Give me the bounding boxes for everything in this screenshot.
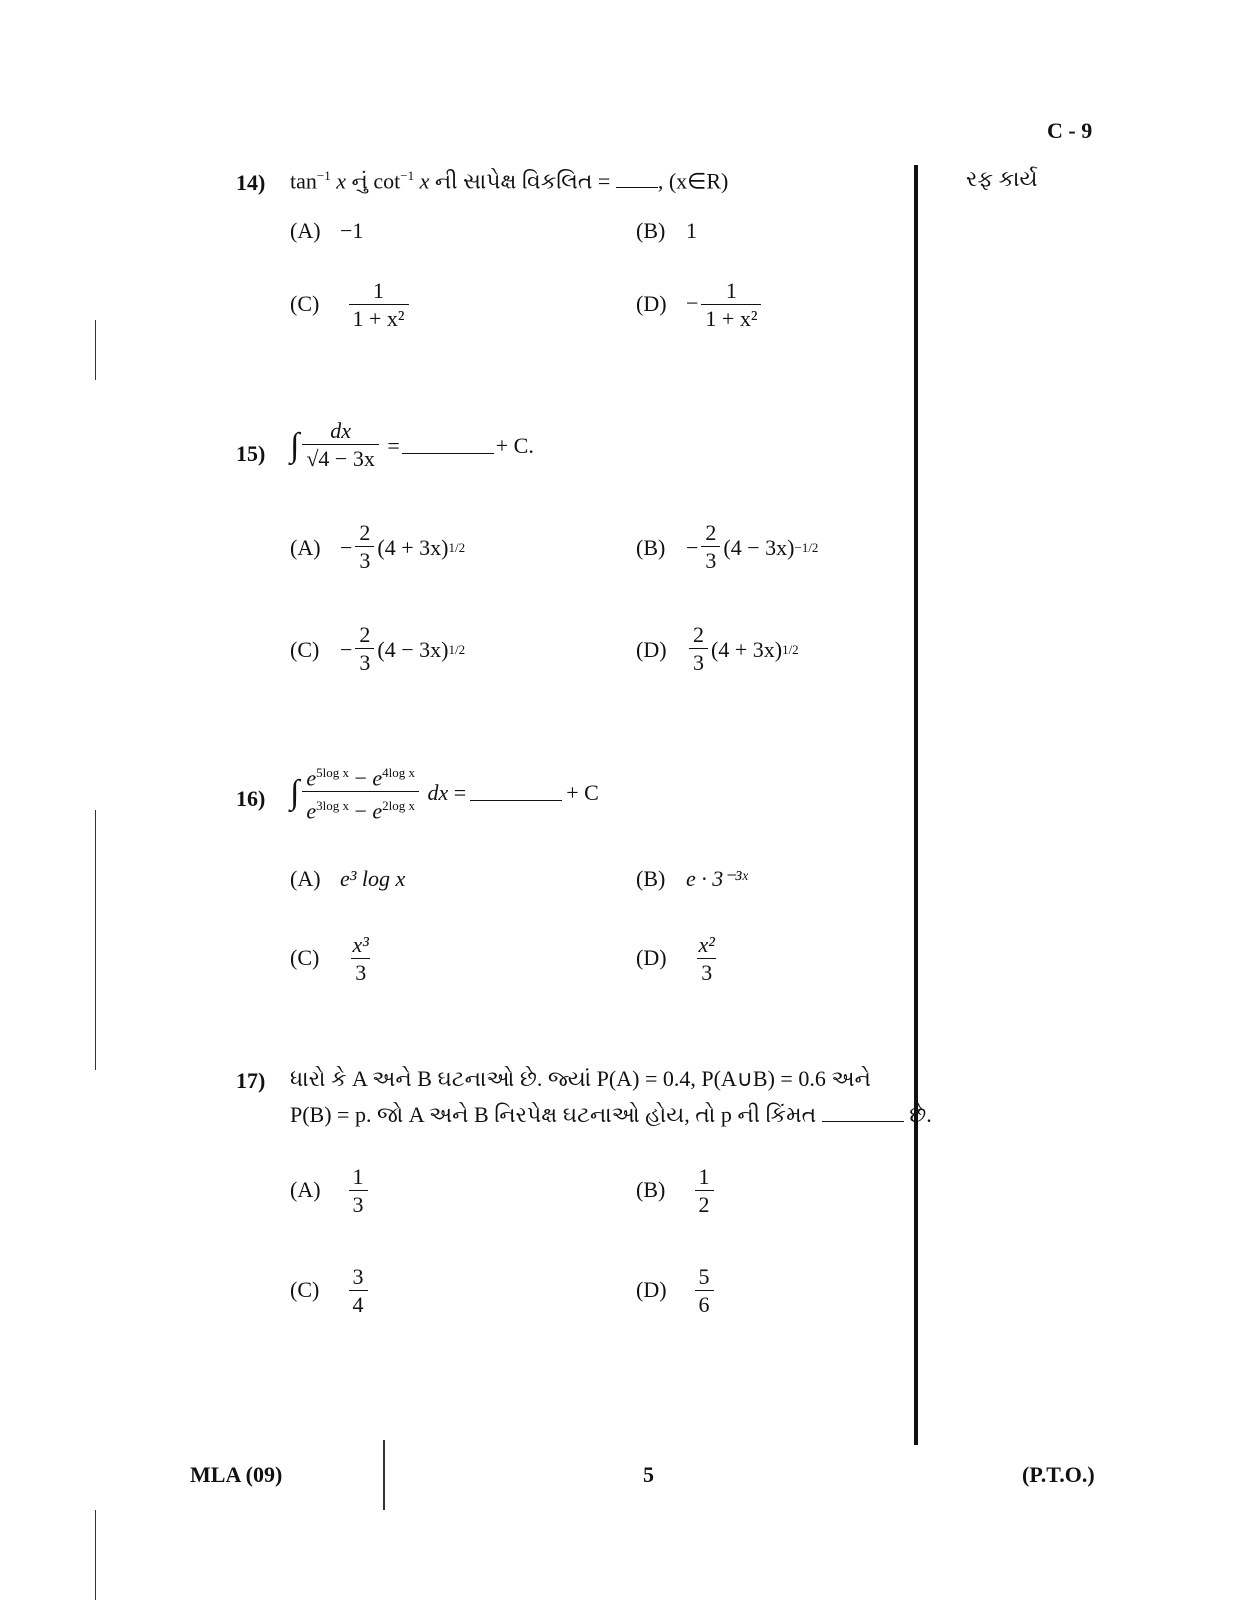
q17-blank [822, 1105, 904, 1122]
fraction: $\frac{\text{x²}}{3}$ [698, 932, 715, 985]
fraction: $\frac{2}{3}$ [355, 520, 374, 575]
q16-option-c: (C) $\frac{\text{x³}}{3}$ [290, 932, 376, 987]
q14-option-b: (B) 1 [636, 218, 697, 243]
q16-option-d: (D) $\frac{\text{x²}}{3}$ [636, 932, 722, 987]
scan-mark [383, 1440, 385, 1510]
q17-option-d: (D) $\frac{5}{6}$ [636, 1264, 717, 1319]
fraction: $\frac{e^{5log x} - e^{4log x}}{e^{3log x} - e^{2log x}}$ [302, 760, 419, 826]
q17-line-1: ધારો કે A અને B ઘટનાઓ છે. જ્યાં P(A) = 0.4, P(A∪B) = 0.6 અને [290, 1066, 871, 1091]
q17-option-c: (C) $\frac{3}{4}$ [290, 1264, 371, 1319]
q17-option-a: (A) $\frac{1}{3}$ [290, 1164, 371, 1219]
q15-number: 15) [236, 441, 266, 466]
q15-option-b: (B) − $\frac{2}{3}$ (4 − 3x) −1/2 [636, 520, 819, 573]
paper-code: C - 9 [1047, 118, 1093, 143]
q14-option-a: (A) −1 [290, 218, 364, 243]
fraction: $\frac{1}{2}$ [695, 1164, 714, 1219]
q17-line-2: P(B) = p. જો A અને B નિરપેક્ષ ઘટનાઓ હોય, તો p ની કિંમત છે. [290, 1102, 932, 1127]
q15-option-c: (C) − $\frac{2}{3}$ (4 − 3x) 1/2 [290, 622, 466, 675]
fraction: $\frac{1}{\text{1 + x²}}$ [349, 278, 409, 333]
q14-number: 14) [236, 170, 266, 195]
q14-option-c: (C) $\frac{1}{\text{1 + x²}}$ [290, 278, 412, 333]
footer-code: MLA (09) [190, 1462, 283, 1487]
fraction: $\frac{2}{3}$ [689, 622, 708, 677]
scan-mark [95, 320, 96, 380]
q16-number: 16) [236, 786, 266, 811]
q17-option-b: (B) $\frac{1}{2}$ [636, 1164, 717, 1219]
column-divider [914, 165, 918, 1445]
page-number: 5 [643, 1462, 654, 1487]
q14-blank [616, 171, 658, 188]
q15-option-d: (D) $\frac{2}{3}$ (4 + 3x) 1/2 [636, 622, 799, 675]
scan-mark [95, 1510, 96, 1600]
q16-option-a: (A) e³ log x [290, 866, 406, 891]
fraction: $\frac{3}{4}$ [349, 1264, 368, 1319]
q16-blank [470, 784, 562, 801]
q15-blank [402, 437, 494, 454]
q16-text: ∫ $\frac{e^{5log x} - e^{4log x}}{e^{3log x} - e^{2log x}}$ dx = + C [290, 760, 599, 826]
q14-text: $\tan^{-1} x$ નું $\cot^{-1} x$ ની સાપેક્ષ વિકલિત = , (x∈R) [290, 168, 729, 194]
fraction: $\frac{5}{6}$ [695, 1264, 714, 1319]
fraction: $\frac{2}{3}$ [701, 520, 720, 575]
q17-number: 17) [236, 1068, 266, 1093]
q15-option-a: (A) − $\frac{2}{3}$ (4 + 3x) 1/2 [290, 520, 466, 573]
fraction: $\frac{\text{x³}}{3}$ [352, 932, 369, 985]
scan-mark [95, 810, 96, 1070]
fraction: $\frac{dx}{√4 - 3x}$ [302, 418, 379, 473]
rough-work-label: રફ કાર્ય [966, 166, 1038, 191]
fraction: $\frac{2}{3}$ [355, 622, 374, 677]
q15-text: ∫ $\frac{dx}{√4 - 3x}$ = + C. [290, 418, 534, 471]
q14-option-d: (D) − $\frac{1}{\text{1 + x²}}$ [636, 278, 764, 333]
q16-option-b: (B) e · 3⁻³ˣ [636, 866, 748, 891]
pto-label: (P.T.O.) [1022, 1462, 1095, 1487]
fraction: $\frac{1}{3}$ [349, 1164, 368, 1219]
fraction: $\frac{1}{\text{1 + x²}}$ [701, 278, 761, 333]
